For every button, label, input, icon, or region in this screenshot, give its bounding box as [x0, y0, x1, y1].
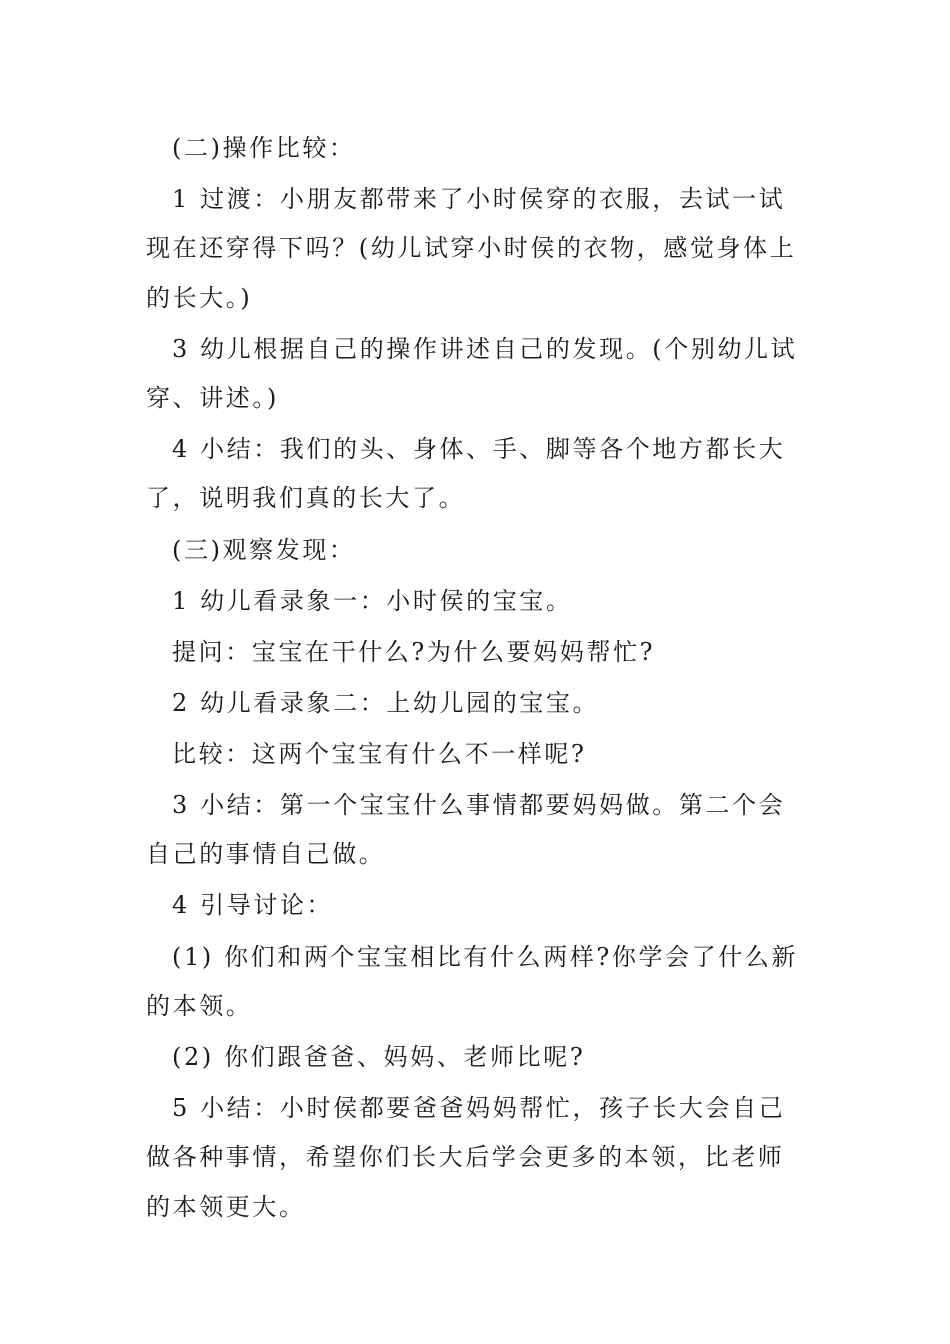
paragraph-children-describe: 3 幼儿根据自己的操作讲述自己的发现。(个别幼儿试穿、讲述。) — [146, 334, 798, 413]
section-heading-operation-compare: (二)操作比较： — [172, 134, 356, 162]
paragraph-summary-grown: 4 小结：我们的头、身体、手、脚等各个地方都长大了，说明我们真的长大了。 — [146, 435, 786, 513]
document-body — [146, 124, 810, 1234]
paragraph-video-two: 2 幼儿看录象二：上幼儿园的宝宝。 — [172, 688, 600, 717]
paragraph-compare: 比较：这两个宝宝有什么不一样呢? — [172, 739, 587, 768]
paragraph-discussion-one: (1) 你们和两个宝宝相比有什么两样?你学会了什么新的本领。 — [146, 942, 799, 1020]
section-heading-observe-discover: (三)观察发现： — [172, 535, 356, 564]
paragraph-discussion-two: (2) 你们跟爸爸、妈妈、老师比呢? — [172, 1042, 586, 1071]
paragraph-video-one: 1 幼儿看录象一：小时侯的宝宝。 — [172, 586, 573, 615]
paragraph-final-summary: 5 小结：小时侯都要爸爸妈妈帮忙，孩子长大会自己做各种事情，希望你们长大后学会更多的本领，比老师的本领更大。 — [146, 1094, 786, 1221]
paragraph-summary-babies: 3 小结：第一个宝宝什么事情都要妈妈做。第二个会自己的事情自己做。 — [146, 791, 786, 869]
paragraph-transition: 1 过渡：小朋友都带来了小时侯穿的衣服，去试一试现在还穿得下吗？(幼儿试穿小时侯的衣物，感觉身体上的长大。) — [146, 185, 797, 312]
paragraph-question: 提问：宝宝在干什么?为什么要妈妈帮忙? — [172, 637, 656, 666]
paragraph-guided-discussion: 4 引导讨论： — [172, 891, 334, 920]
